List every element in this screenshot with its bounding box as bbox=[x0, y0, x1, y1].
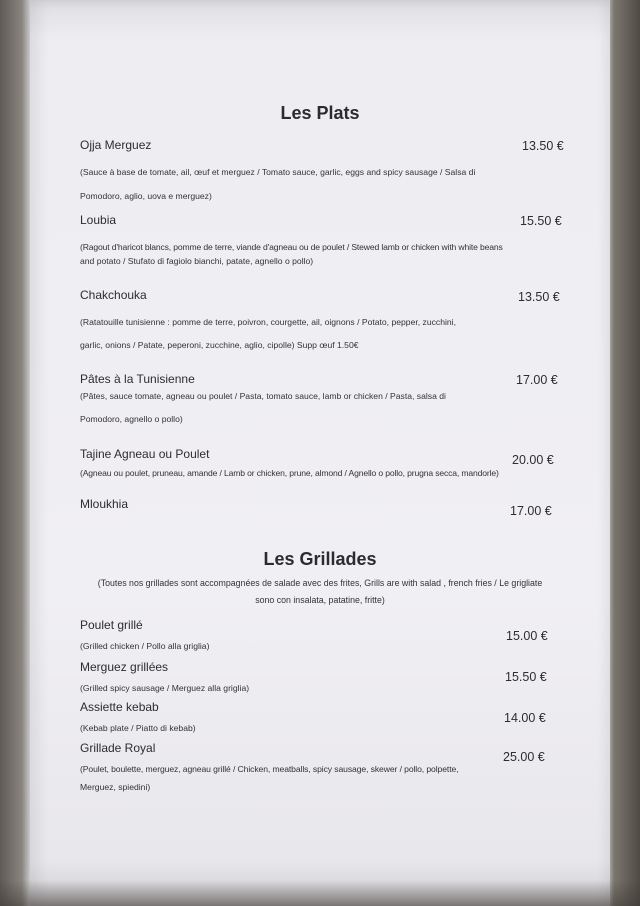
dish-price: 20.00 € bbox=[512, 453, 554, 467]
dish-description: (Poulet, boulette, merguez, agneau grillé / Chicken, meatballs, spicy sausage, skewer / pollo, polpette, bbox=[80, 764, 459, 774]
dish-name: Merguez grillées bbox=[80, 660, 169, 674]
dish-price: 17.00 € bbox=[510, 504, 552, 518]
dish-name: Grillade Royal bbox=[80, 741, 156, 755]
dish-name: Ojja Merguez bbox=[80, 138, 152, 152]
dish-name: Pâtes à la Tunisienne bbox=[80, 372, 195, 386]
dish-price: 15.50 € bbox=[505, 670, 547, 684]
dish-description: (Sauce à base de tomate, ail, œuf et merguez / Tomato sauce, garlic, eggs and spicy sausage / Salsa di bbox=[80, 167, 476, 177]
dish-description: (Pâtes, sauce tomate, agneau ou poulet / Pasta, tomato sauce, lamb or chicken / Pasta, salsa di bbox=[80, 391, 446, 401]
dish-description: (Kebab plate / Piatto di kebab) bbox=[80, 723, 196, 733]
dish-name: Assiette kebab bbox=[80, 700, 159, 714]
dish-name: Loubia bbox=[80, 213, 117, 227]
dish-description: (Agneau ou poulet, pruneau, amande / Lamb or chicken, prune, almond / Agnello o pollo, prugna secca, mandorle) bbox=[80, 468, 499, 478]
dish-price: 17.00 € bbox=[516, 373, 558, 387]
dish-name: Chakchouka bbox=[80, 288, 147, 302]
dish-description: Pomodoro, agnello o pollo) bbox=[80, 414, 183, 424]
dish-description: (Grilled spicy sausage / Merguez alla griglia) bbox=[80, 683, 250, 693]
dish-description: Merguez, spiedini) bbox=[80, 782, 151, 792]
dish-description: (Grilled chicken / Pollo alla griglia) bbox=[80, 641, 210, 651]
dish-name: Tajine Agneau ou Poulet bbox=[80, 447, 210, 461]
dish-description: (Ratatouille tunisienne : pomme de terre, poivron, courgette, ail, oignons / Potato, pepper, zucchini, bbox=[80, 317, 456, 327]
section-title-plats: Les Plats bbox=[280, 103, 360, 123]
dish-description: and potato / Stufato di fagiolo bianchi, patate, agnello o pollo) bbox=[80, 256, 314, 266]
dish-name: Poulet grillé bbox=[80, 618, 143, 632]
dish-price: 15.50 € bbox=[520, 214, 562, 228]
dish-description: garlic, onions / Patate, peperoni, zucchine, aglio, cipolle) Supp œuf 1.50€ bbox=[80, 340, 359, 350]
dish-description: Pomodoro, aglio, uova e merguez) bbox=[80, 191, 212, 201]
dish-description: (Ragout d'haricot blancs, pomme de terre, viande d'agneau ou de poulet / Stewed lamb or chicken with white beans bbox=[80, 242, 503, 252]
grillades-note: sono con insalata, patatine, fritte) bbox=[255, 595, 385, 605]
dish-price: 15.00 € bbox=[506, 629, 548, 643]
dish-price: 13.50 € bbox=[518, 290, 560, 304]
dish-price: 13.50 € bbox=[522, 139, 564, 153]
dish-name: Mloukhia bbox=[80, 497, 129, 511]
dish-price: 14.00 € bbox=[504, 711, 546, 725]
grillades-note: (Toutes nos grillades sont accompagnées de salade avec des frites, Grills are with salad , french fries / Le grigliate bbox=[97, 578, 543, 588]
photo-shadow bbox=[0, 880, 640, 906]
dish-price: 25.00 € bbox=[503, 750, 545, 764]
section-title-grillades: Les Grillades bbox=[263, 549, 377, 569]
